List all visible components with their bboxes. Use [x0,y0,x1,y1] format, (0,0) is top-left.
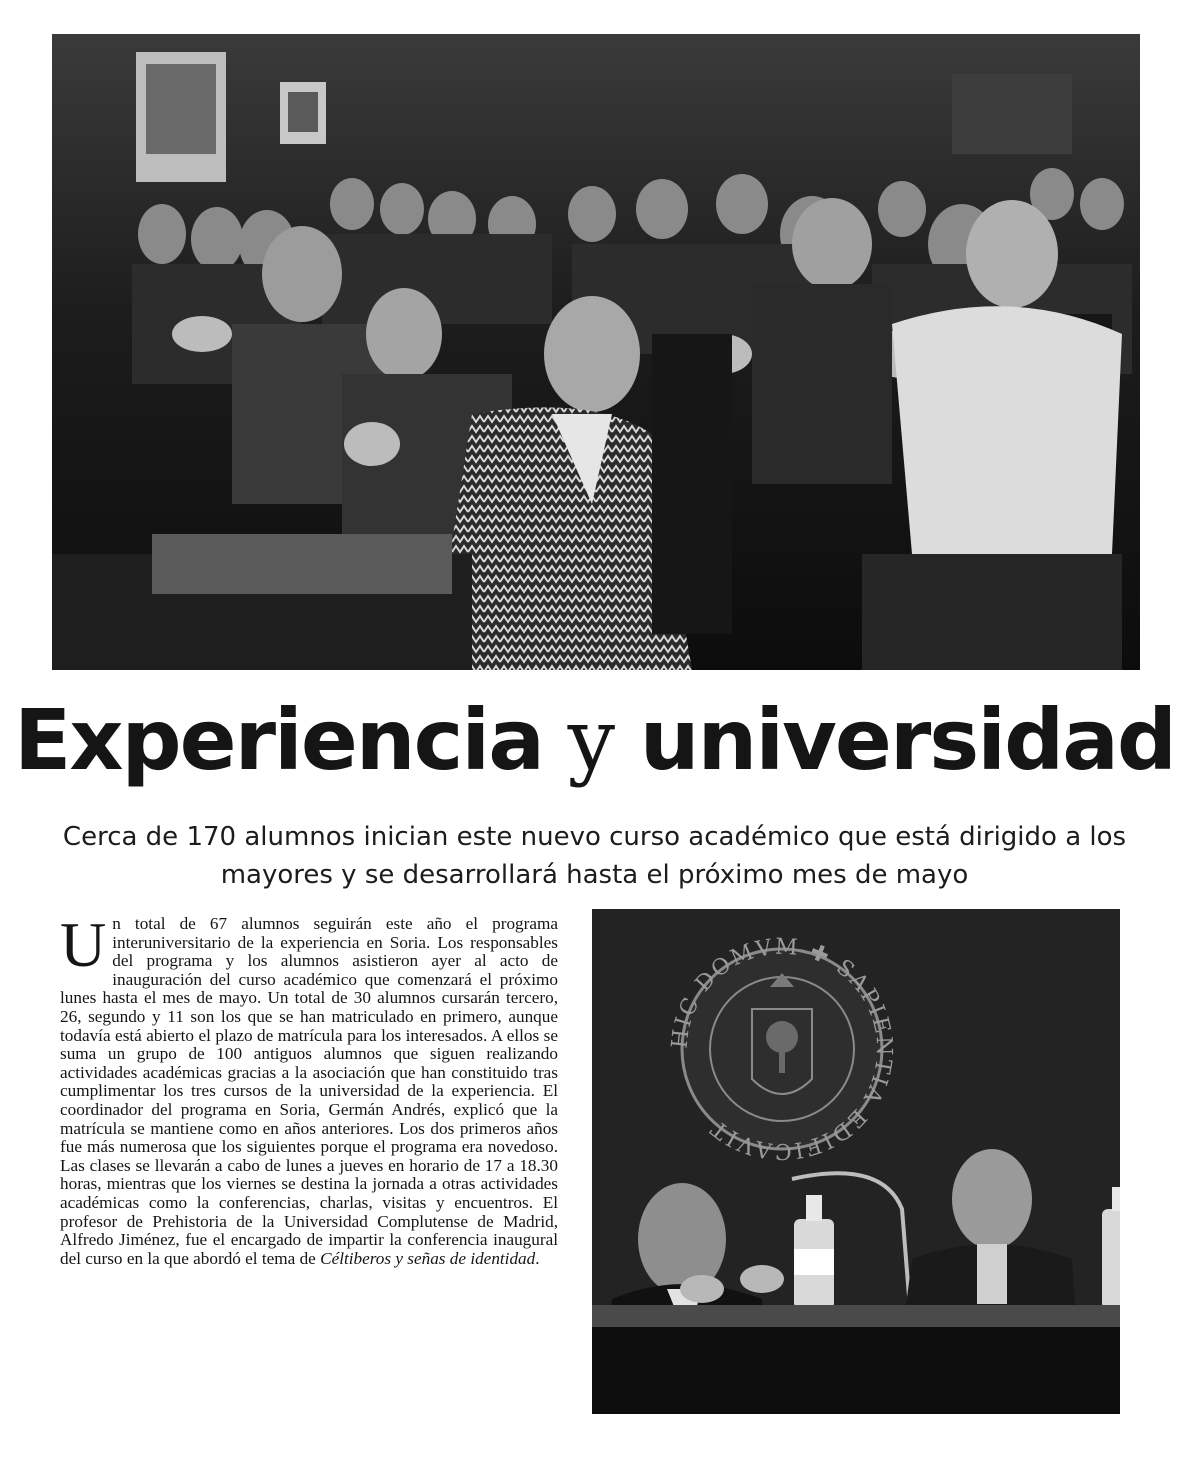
body-text-end: . [535,1248,540,1268]
headline [0,690,1189,790]
drop-cap: U [60,909,107,980]
headline-word-2: y [567,691,616,789]
speakers-photo [592,909,1120,1414]
article-body [60,909,558,1268]
body-text: n total de 67 alumnos seguirán este año el programa interuniversitario de la experiencia en Soria. Los responsables del programa y los alumnos asistieron ayer al acto de inauguración del curso académico que comenzará el próximo lunes hasta el mes de mayo. Un total de 30 alumnos cursarán tercero, 26, segundo y 11 son los que se han matriculado en primero, aunque todavía está abierto el plazo de matrícula para los interesados. A ellos se suma un grupo de 100 antiguos alumnos que siguen realizando actividades académicas gracias a la asociación que han constituido tras cumplimentar los tres cursos de la universidad de la experiencia. El coordinador del programa en Soria, Germán Andrés, explicó que la matrícula se mantiene como en años anteriores. Los dos primeros años fue más numerosa que los siguientes porque el programa era novedoso. Las clases se llevarán a cabo de lunes a jueves en horario de 17 a 18.30 horas, mientras que los viernes se destina la jornada a otras actividades académicas como la conferencias, charlas, visitas y encuentros. El profesor de Prehistoria de la Universidad Complutense de Madrid, Alfredo Jiménez, fue el encargado de impartir la conferencia inaugural del curso en la que abordó el tema de [60,914,558,1268]
headline-word-3: universidad [639,691,1176,789]
seal-text: HIC DOMVM ✚ SAPIENTIA EDIFICAVIT [667,934,897,1164]
headline-word-1: Experiencia [13,691,543,789]
body-text-italic: Céltiberos y señas de identidad [320,1248,536,1268]
subtitle: Cerca de 170 alumnos inician este nuevo curso académico que está dirigido a los mayores y se desarrollará hasta el próximo mes de mayo [62,822,1127,890]
audience-photo [52,34,1140,670]
audience-photo-drawing [52,34,1140,670]
speakers-photo-drawing [592,909,1120,1414]
